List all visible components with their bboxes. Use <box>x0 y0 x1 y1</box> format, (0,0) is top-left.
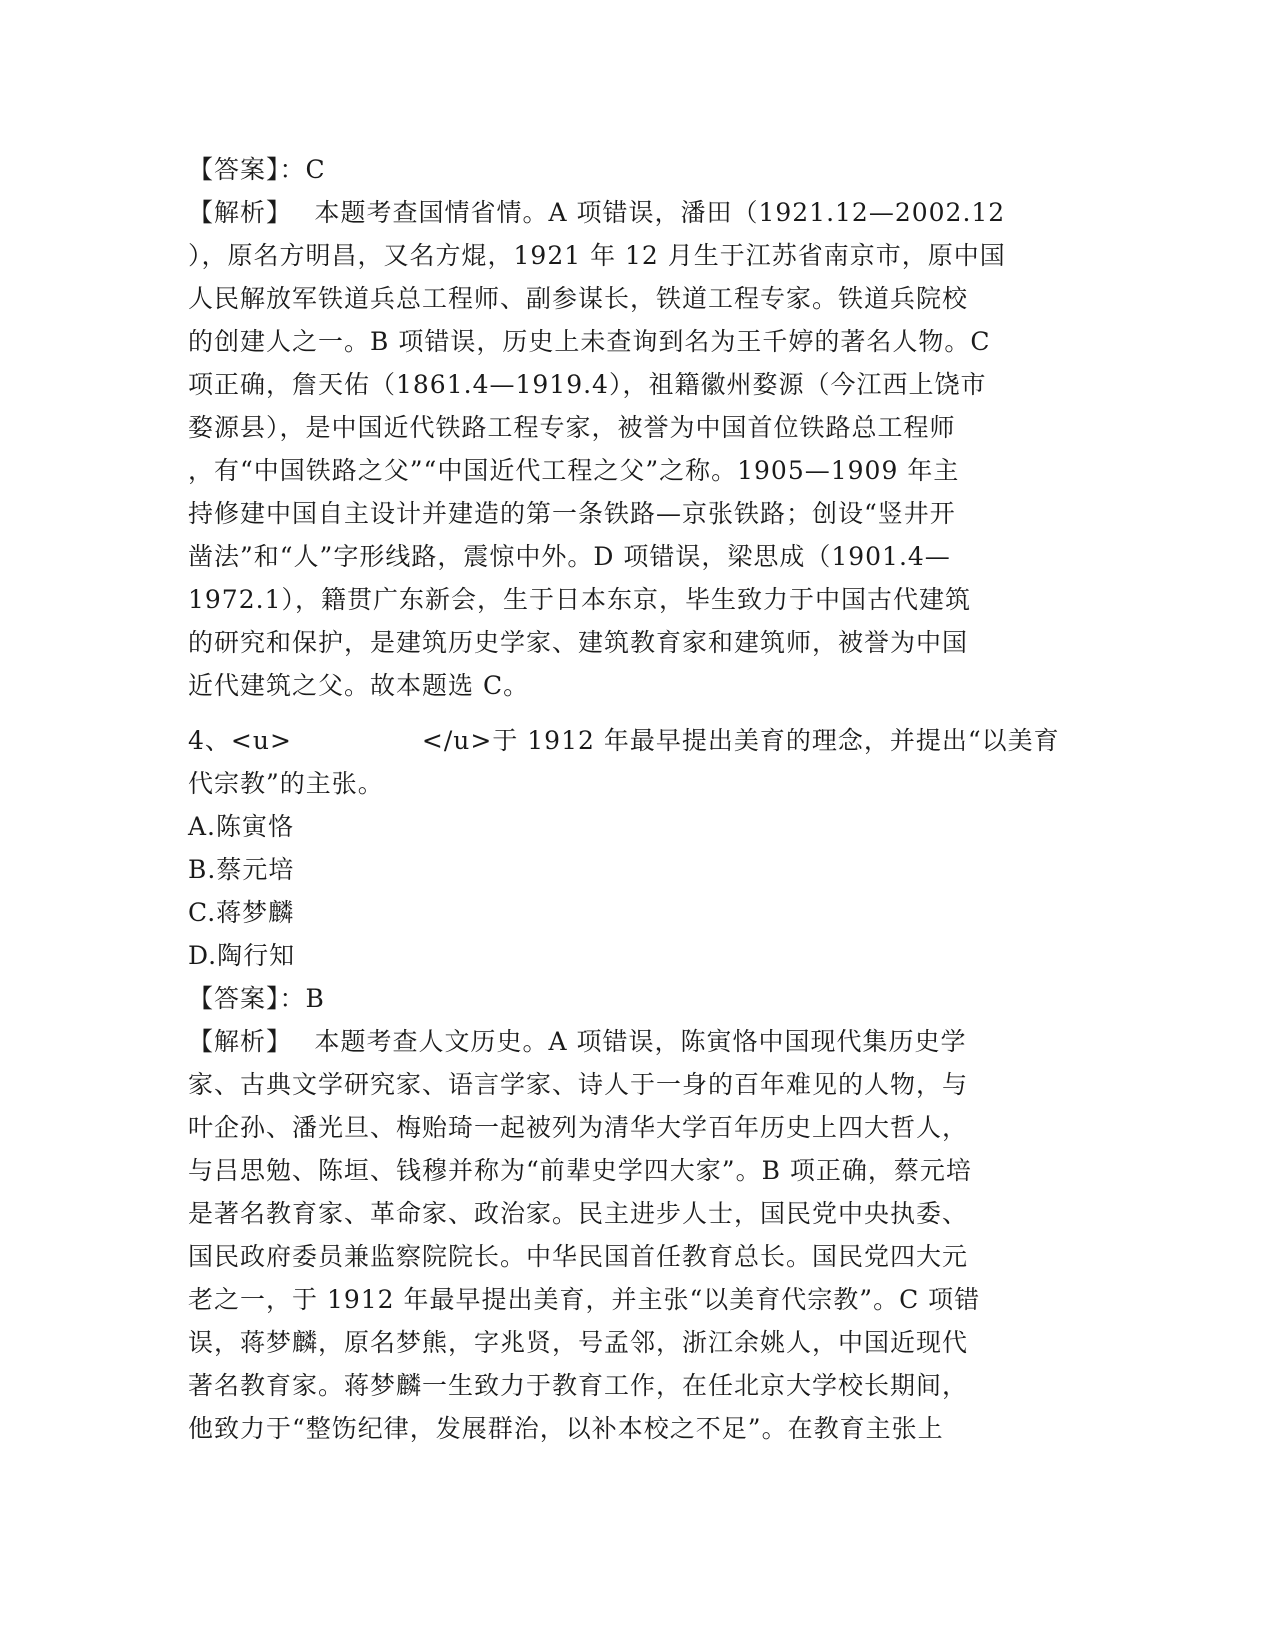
page-content <box>188 148 1068 1450</box>
q4-analysis-line: 国民政府委员兼监察院院长。中华民国首任教育总长。国民党四大元 <box>188 1242 969 1271</box>
q4-analysis-line: 叶企孙、潘光旦、梅贻琦一起被列为清华大学百年历史上四大哲人， <box>188 1113 969 1142</box>
q4-analysis-line: 老之一，于 1912 年最早提出美育，并主张“以美育代宗教”。C 项错 <box>188 1285 981 1314</box>
q4-question-line: 代宗教”的主张。 <box>188 769 384 798</box>
q3-analysis-line: 近代建筑之父。故本题选 C。 <box>188 671 530 700</box>
q3-analysis-line: 凿法”和“人”字形线路，震惊中外。D 项错误，梁思成（1901.4— <box>188 542 951 571</box>
q4-analysis-line: 家、古典文学研究家、语言学家、诗人于一身的百年难见的人物，与 <box>188 1070 969 1099</box>
q4-analysis-line: 是著名教育家、革命家、政治家。民主进步人士，国民党中央执委、 <box>188 1199 969 1228</box>
q3-analysis-line: 人民解放军铁道兵总工程师、副参谋长，铁道工程专家。铁道兵院校 <box>188 284 969 313</box>
q3-analysis-line: 的研究和保护，是建筑历史学家、建筑教育家和建筑师，被誉为中国 <box>188 628 969 657</box>
q4-analysis-line: 误，蒋梦麟，原名梦熊，字兆贤，号孟邻，浙江余姚人，中国近现代 <box>188 1328 969 1357</box>
q3-analysis-line: ），原名方明昌，又名方焜，1921 年 12 月生于江苏省南京市，原中国 <box>188 241 1006 270</box>
q4-option-a: A.陈寅恪 <box>188 812 295 841</box>
q3-analysis-line: 项正确，詹天佑（1861.4—1919.4），祖籍徽州婺源（今江西上饶市 <box>188 370 987 399</box>
q4-analysis-line: 著名教育家。蒋梦麟一生致力于教育工作，在任北京大学校长期间， <box>188 1371 969 1400</box>
q4-option-b: B.蔡元培 <box>188 855 295 884</box>
q4-question-line: 4、<u> </u>于 1912 年最早提出美育的理念，并提出“以美育 <box>188 726 1060 755</box>
q3-answer: 【答案】：C <box>188 155 326 184</box>
q3-analysis-line: ，有“中国铁路之父”“中国近代工程之父”之称。1905—1909 年主 <box>188 456 960 485</box>
q4-option-d: D.陶行知 <box>188 941 296 970</box>
q3-analysis-line: 婺源县），是中国近代铁路工程专家，被誉为中国首位铁路总工程师 <box>188 413 956 442</box>
q3-analysis-line: 【解析】 本题考查国情省情。A 项错误，潘田（1921.12—2002.12 <box>188 198 1006 227</box>
question-spacer <box>188 707 1068 719</box>
q4-analysis-line: 【解析】 本题考查人文历史。A 项错误，陈寅恪中国现代集历史学 <box>188 1027 967 1056</box>
q4-option-c: C.蒋梦麟 <box>188 898 295 927</box>
q4-analysis-line: 与吕思勉、陈垣、钱穆并称为“前辈史学四大家”。B 项正确，蔡元培 <box>188 1156 972 1185</box>
q4-analysis-line: 他致力于“整饬纪律，发展群治，以补本校之不足”。在教育主张上 <box>188 1414 944 1443</box>
q3-analysis-line: 持修建中国自主设计并建造的第一条铁路—京张铁路；创设“竖井开 <box>188 499 956 528</box>
q4-answer: 【答案】：B <box>188 984 325 1013</box>
q3-analysis-line: 1972.1），籍贯广东新会，生于日本东京，毕生致力于中国古代建筑 <box>188 585 971 614</box>
q3-analysis-line: 的创建人之一。B 项错误，历史上未查询到名为王千婷的著名人物。C <box>188 327 991 356</box>
